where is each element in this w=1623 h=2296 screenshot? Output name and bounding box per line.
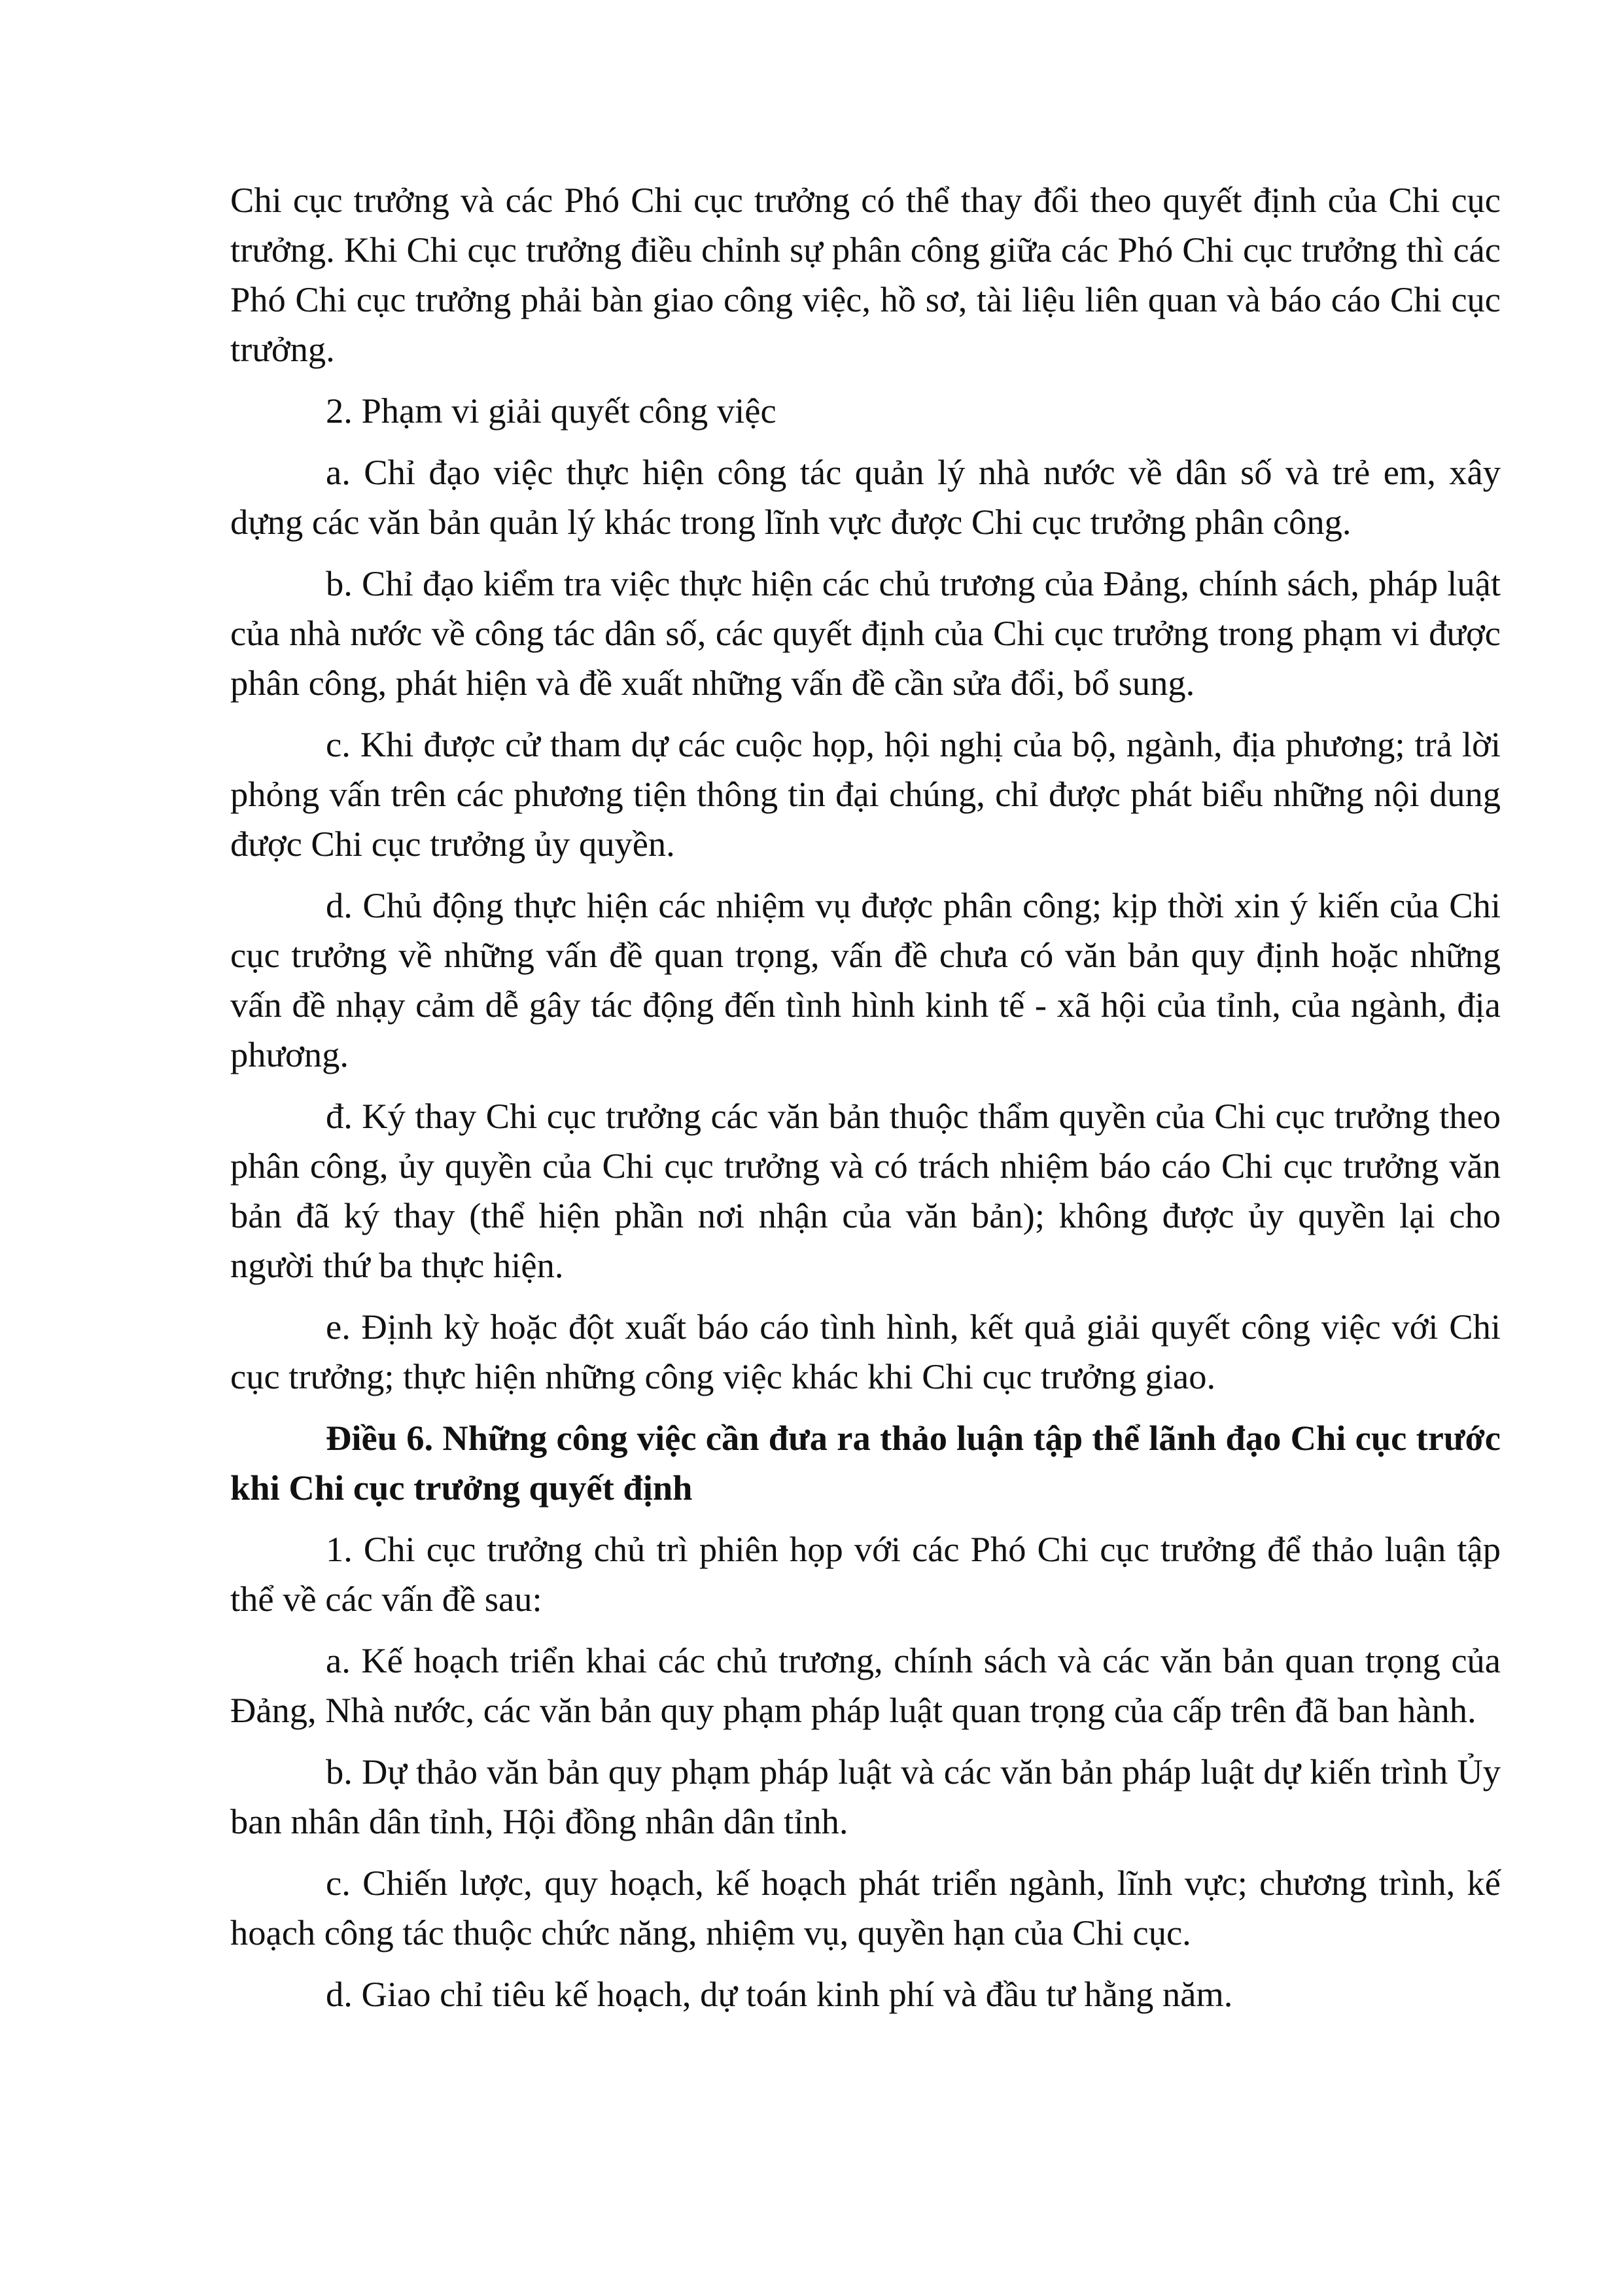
item-e: e. Định kỳ hoặc đột xuất báo cáo tình hình, kết quả giải quyết công việc với Chi cục trưởng; thực hiện những công việc khác khi Chi cục trưởng giao. [230, 1307, 1501, 1396]
section-2-title: 2. Phạm vi giải quyết công việc [326, 391, 777, 431]
item-b: b. Chỉ đạo kiểm tra việc thực hiện các chủ trương của Đảng, chính sách, pháp luật của nhà nước về công tác dân số, các quyết định của Chi cục trưởng trong phạm vi được phân công, phát hiện và đề xuất những vấn đề cần sửa đổi, bổ sung. [230, 563, 1501, 703]
article-6-item-b: b. Dự thảo văn bản quy phạm pháp luật và các văn bản pháp luật dự kiến trình Ủy ban nhân dân tỉnh, Hội đồng nhân dân tỉnh. [230, 1752, 1501, 1841]
article-6-item-a: a. Kế hoạch triển khai các chủ trương, chính sách và các văn bản quan trọng của Đảng, Nhà nước, các văn bản quy phạm pháp luật quan trọng của cấp trên đã ban hành. [230, 1640, 1501, 1730]
article-6-clause-1: 1. Chi cục trưởng chủ trì phiên họp với các Phó Chi cục trưởng để thảo luận tập thể về các vấn đề sau: [230, 1529, 1501, 1619]
item-c: c. Khi được cử tham dự các cuộc họp, hội nghị của bộ, ngành, địa phương; trả lời phỏng vấn trên các phương tiện thông tin đại chúng, chỉ được phát biểu những nội dung được Chi cục trưởng ủy quyền. [230, 724, 1501, 864]
article-6-item-c: c. Chiến lược, quy hoạch, kế hoạch phát triển ngành, lĩnh vực; chương trình, kế hoạch công tác thuộc chức năng, nhiệm vụ, quyền hạn của Chi cục. [230, 1863, 1501, 1952]
item-a: a. Chỉ đạo việc thực hiện công tác quản lý nhà nước về dân số và trẻ em, xây dựng các văn bản quản lý khác trong lĩnh vực được Chi cục trưởng phân công. [230, 452, 1501, 542]
item-dd: đ. Ký thay Chi cục trưởng các văn bản thuộc thẩm quyền của Chi cục trưởng theo phân công, ủy quyền của Chi cục trưởng và có trách nhiệm báo cáo Chi cục trưởng văn bản đã ký thay (thể hiện phần nơi nhận của văn bản); không được ủy quyền lại cho người thứ ba thực hiện. [230, 1096, 1501, 1285]
article-6-item-d: d. Giao chỉ tiêu kế hoạch, dự toán kinh phí và đầu tư hằng năm. [326, 1974, 1233, 2014]
article-6-heading: Điều 6. Những công việc cần đưa ra thảo luận tập thể lãnh đạo Chi cục trước khi Chi cục trưởng quyết định [230, 1418, 1501, 1508]
item-d: d. Chủ động thực hiện các nhiệm vụ được phân công; kịp thời xin ý kiến của Chi cục trưởng về những vấn đề quan trọng, vấn đề chưa có văn bản quy định hoặc những vấn đề nhạy cảm dễ gây tác động đến tình hình kinh tế - xã hội của tỉnh, của ngành, địa phương. [230, 885, 1501, 1074]
paragraph-continuation: Chi cục trưởng và các Phó Chi cục trưởng có thể thay đổi theo quyết định của Chi cục trưởng. Khi Chi cục trưởng điều chỉnh sự phân công giữa các Phó Chi cục trưởng thì các Phó Chi cục trưởng phải bàn giao công việc, hồ sơ, tài liệu liên quan và báo cáo Chi cục trưởng. [230, 180, 1501, 369]
document-page [230, 175, 1501, 2031]
